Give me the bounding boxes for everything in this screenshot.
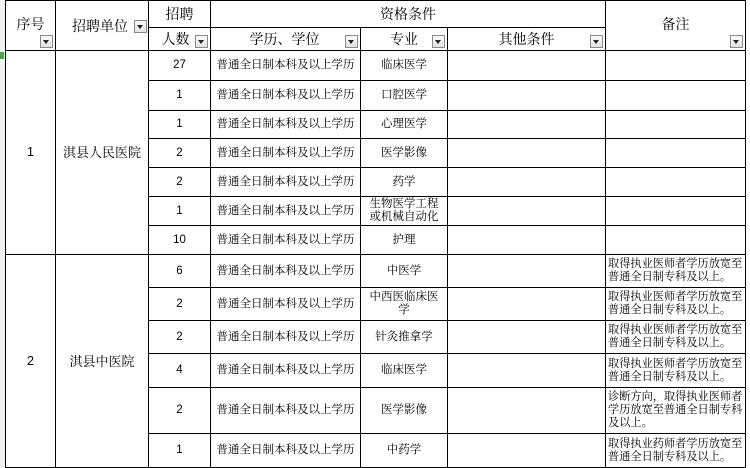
filter-dropdown-button-major[interactable] — [432, 35, 445, 48]
major-cell[interactable]: 药学 — [361, 168, 448, 197]
education-cell[interactable]: 普通全日制本科及以上学历 — [211, 354, 361, 388]
major-cell[interactable]: 医学影像 — [361, 139, 448, 168]
header-cell-qualifications[interactable] — [211, 1, 606, 28]
other-cell[interactable] — [448, 255, 606, 288]
education-cell[interactable]: 普通全日制本科及以上学历 — [211, 197, 361, 226]
remarks-cell[interactable] — [606, 51, 746, 81]
education-cell[interactable]: 普通全日制本科及以上学历 — [211, 321, 361, 354]
filter-dropdown-button-unit[interactable] — [134, 20, 147, 33]
dropdown-arrow-icon — [435, 40, 441, 44]
major-cell[interactable]: 护理 — [361, 226, 448, 255]
header-label-unit: 招聘单位 — [72, 17, 128, 34]
other-cell[interactable] — [448, 226, 606, 255]
count-cell[interactable]: 2 — [149, 168, 211, 197]
header-cell-other[interactable] — [448, 28, 606, 51]
remarks-cell[interactable]: 取得执业药师者学历放宽至普通全日制专科及以上。 — [606, 434, 746, 468]
spreadsheet-grid — [5, 0, 746, 468]
table-row — [6, 51, 746, 81]
count-cell[interactable]: 1 — [149, 434, 211, 468]
other-cell[interactable] — [448, 168, 606, 197]
other-cell[interactable] — [448, 354, 606, 388]
other-cell[interactable] — [448, 139, 606, 168]
education-cell[interactable]: 普通全日制本科及以上学历 — [211, 81, 361, 111]
other-cell[interactable] — [448, 81, 606, 111]
count-cell[interactable]: 4 — [149, 354, 211, 388]
remarks-cell[interactable] — [606, 197, 746, 226]
remarks-cell[interactable] — [606, 111, 746, 139]
header-label-education: 学历、学位 — [249, 31, 320, 47]
dropdown-arrow-icon — [43, 40, 49, 44]
major-cell[interactable]: 针灸推拿学 — [361, 321, 448, 354]
header-cell-remarks[interactable] — [606, 1, 746, 51]
filter-dropdown-button-education[interactable] — [345, 35, 358, 48]
remarks-cell[interactable]: 诊断方向，取得执业医师者学历放宽至普通全日制专科及以上。 — [606, 388, 746, 434]
dropdown-arrow-icon — [137, 25, 143, 29]
major-cell[interactable]: 中药学 — [361, 434, 448, 468]
education-cell[interactable]: 普通全日制本科及以上学历 — [211, 111, 361, 139]
count-cell[interactable]: 6 — [149, 255, 211, 288]
education-cell[interactable]: 普通全日制本科及以上学历 — [211, 139, 361, 168]
header-label-major: 专业 — [390, 31, 418, 47]
filter-dropdown-button-other[interactable] — [590, 35, 603, 48]
major-cell[interactable]: 临床医学 — [361, 51, 448, 81]
education-cell[interactable]: 普通全日制本科及以上学历 — [211, 168, 361, 197]
major-cell[interactable]: 中医学 — [361, 255, 448, 288]
other-cell[interactable] — [448, 288, 606, 321]
education-cell[interactable]: 普通全日制本科及以上学历 — [211, 288, 361, 321]
other-cell[interactable] — [448, 388, 606, 434]
education-cell[interactable]: 普通全日制本科及以上学历 — [211, 434, 361, 468]
remarks-cell[interactable]: 取得执业医师者学历放宽至普通全日制专科及以上。 — [606, 321, 746, 354]
filter-dropdown-button-count[interactable] — [195, 35, 208, 48]
remarks-cell[interactable] — [606, 139, 746, 168]
remarks-cell[interactable]: 取得执业医师者学历放宽至普通全日制专科及以上。 — [606, 255, 746, 288]
major-cell[interactable]: 心理医学 — [361, 111, 448, 139]
major-cell[interactable]: 口腔医学 — [361, 81, 448, 111]
count-cell[interactable]: 2 — [149, 388, 211, 434]
header-row — [6, 1, 746, 28]
major-cell[interactable]: 生物医学工程或机械自动化 — [361, 197, 448, 226]
count-cell[interactable]: 27 — [149, 51, 211, 81]
other-cell[interactable] — [448, 111, 606, 139]
count-cell[interactable]: 2 — [149, 288, 211, 321]
dropdown-arrow-icon — [198, 40, 204, 44]
header-cell-index[interactable] — [6, 1, 56, 51]
count-cell[interactable]: 1 — [149, 197, 211, 226]
remarks-cell[interactable] — [606, 168, 746, 197]
count-cell[interactable]: 2 — [149, 321, 211, 354]
header-cell-education[interactable] — [211, 28, 361, 51]
filter-dropdown-button-index[interactable] — [40, 35, 53, 48]
row-selection-marker — [0, 52, 4, 59]
count-cell[interactable]: 1 — [149, 81, 211, 111]
education-cell[interactable]: 普通全日制本科及以上学历 — [211, 255, 361, 288]
header-label-other: 其他条件 — [498, 31, 555, 47]
other-cell[interactable] — [448, 434, 606, 468]
remarks-cell[interactable] — [606, 81, 746, 111]
header-cell-major[interactable] — [361, 28, 448, 51]
major-cell[interactable]: 临床医学 — [361, 354, 448, 388]
other-cell[interactable] — [448, 51, 606, 81]
index-cell[interactable]: 2 — [6, 255, 56, 468]
other-cell[interactable] — [448, 197, 606, 226]
remarks-cell[interactable] — [606, 226, 746, 255]
header-label-index: 序号 — [16, 15, 45, 32]
index-cell[interactable]: 1 — [6, 51, 56, 255]
education-cell[interactable]: 普通全日制本科及以上学历 — [211, 388, 361, 434]
remarks-cell[interactable]: 取得执业医师者学历放宽至普通全日制专科及以上。 — [606, 288, 746, 321]
dropdown-arrow-icon — [348, 40, 354, 44]
header-label-qualifications: 资格条件 — [380, 6, 436, 22]
header-cell-unit[interactable] — [56, 1, 149, 51]
header-cell-recruit[interactable] — [149, 1, 211, 28]
other-cell[interactable] — [448, 321, 606, 354]
count-cell[interactable]: 1 — [149, 111, 211, 139]
count-cell[interactable]: 10 — [149, 226, 211, 255]
unit-cell[interactable]: 淇县中医院 — [56, 255, 149, 468]
header-cell-count[interactable] — [149, 28, 211, 51]
header-label-count: 人数 — [161, 31, 190, 47]
major-cell[interactable]: 中西医临床医学 — [361, 288, 448, 321]
header-label-recruit: 招聘 — [165, 6, 194, 22]
header-label-remarks: 备注 — [661, 15, 690, 32]
table-row — [6, 255, 746, 288]
education-cell[interactable]: 普通全日制本科及以上学历 — [211, 226, 361, 255]
dropdown-arrow-icon — [593, 40, 599, 44]
count-cell[interactable]: 2 — [149, 139, 211, 168]
unit-cell[interactable]: 淇县人民医院 — [56, 51, 149, 255]
remarks-cell[interactable]: 取得执业医师者学历放宽至普通全日制专科及以上。 — [606, 354, 746, 388]
dropdown-arrow-icon — [733, 40, 739, 44]
filter-dropdown-button-remarks[interactable] — [730, 35, 743, 48]
education-cell[interactable]: 普通全日制本科及以上学历 — [211, 51, 361, 81]
major-cell[interactable]: 医学影像 — [361, 388, 448, 434]
